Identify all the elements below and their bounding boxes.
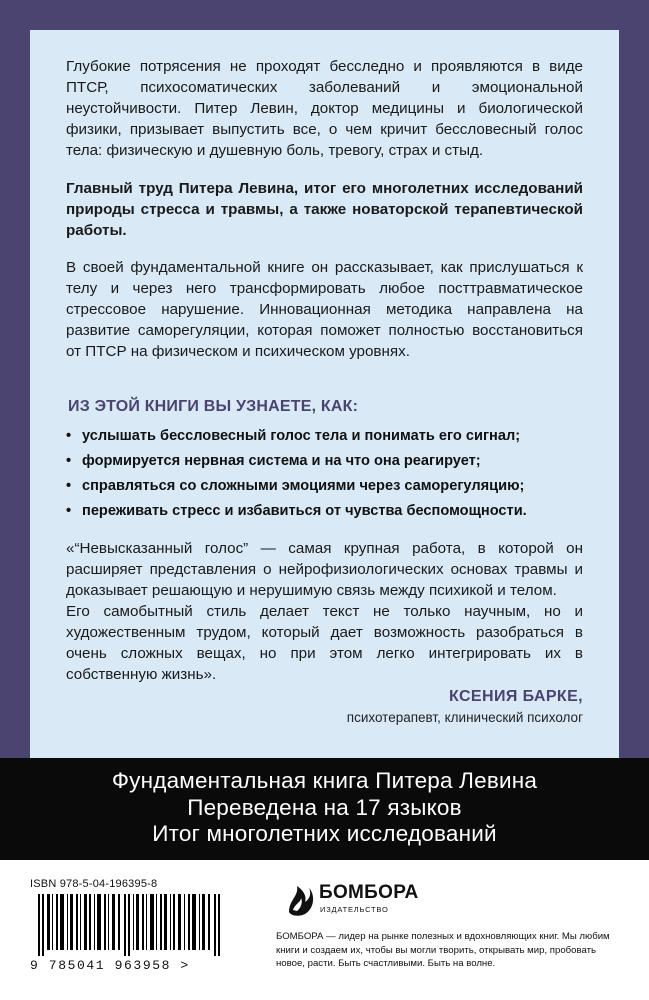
list-item: • переживать стресс и избавиться от чувства беспомощности. (66, 499, 606, 524)
quote-author-name: КСЕНИЯ БАРКЕ, (449, 688, 583, 705)
learn-list (66, 424, 606, 524)
quote-block (66, 538, 583, 685)
promo-line-3: Итог многолетних исследований (152, 821, 497, 846)
isbn-text: ISBN 978-5-04-196395-8 (30, 878, 158, 890)
ean-number: 9 785041 963958 > (30, 958, 190, 973)
quote-attribution (30, 686, 583, 727)
barcode (30, 878, 240, 976)
lead-paragraph: Главный труд Питера Левина, итог его многолетних исследований природы стресса и травмы, а также новаторской терапевтической работы. (66, 180, 583, 239)
list-item: • формируется нервная система и на что она реагирует; (66, 449, 606, 474)
quote-text-2: Его самобытный стиль делает текст не только научным, но и художественным трудом, который дает возможность разобраться в очень сложных вещах, но при этом легко интегрировать их в собственную жизнь». (66, 603, 583, 683)
bullet-icon: • (66, 503, 72, 519)
promo-line-1: Фундаментальная книга Питера Левина (111, 768, 538, 793)
publisher-description: БОМБОРА — лидер на рынке полезных и вдохновляющих книг. Мы любим книги и создаем их, чтобы вы могли творить, открывать мир, пробовать новое, расти. Быть счастливыми. Быть на волне. (276, 931, 610, 969)
bullet-icon: • (66, 478, 72, 494)
list-item: • справляться со сложными эмоциями через саморегуляцию; (66, 474, 606, 499)
learn-heading: ИЗ ЭТОЙ КНИГИ ВЫ УЗНАЕТЕ, КАК: (68, 398, 359, 415)
quote-text-1: «“Невысказанный голос” — самая крупная работа, в которой он расширяет представления о нейрофизиологических основах травмы и доказывает решающую и нерушимую связь между психикой и телом. (66, 540, 583, 599)
intro-paragraph: Глубокие потрясения не проходят бесследно и проявляются в виде ПТСР, психосоматических заболеваний и эмоциональной неустойчивости. Питер Левин, доктор медицины и биологической физики, призывает выпустить все, о чем кричит бессловесный голос тела: физическую и душевную боль, тревогу, страх и стыд. (66, 58, 583, 159)
barcode-bars-icon (38, 894, 228, 956)
bullet-icon: • (66, 428, 72, 444)
promo-line-2: Переведена на 17 языков (187, 794, 462, 820)
text-panel (30, 30, 619, 758)
quote-author-role: психотерапевт, клинический психолог (346, 710, 583, 725)
bombora-wave-icon (285, 878, 315, 918)
description-paragraph: В своей фундаментальной книге он рассказывает, как прислушаться к телу и через него трансформировать любое посттравматическое стрессовое нарушение. Инновационная методика направлена на развитие саморегуляции, которая поможет полностью восстановиться от ПТСР на физическом и психическом уровнях. (66, 259, 583, 360)
publisher-name: БОМБОРА (319, 882, 419, 903)
imprint-area (0, 860, 649, 1000)
publisher-subtitle: ИЗДАТЕЛЬСТВО (320, 905, 389, 914)
promo-band (0, 758, 649, 860)
bullet-icon: • (66, 453, 72, 469)
list-item: • услышать бессловесный голос тела и понимать его сигнал; (66, 424, 606, 449)
publisher-logo (285, 878, 419, 922)
